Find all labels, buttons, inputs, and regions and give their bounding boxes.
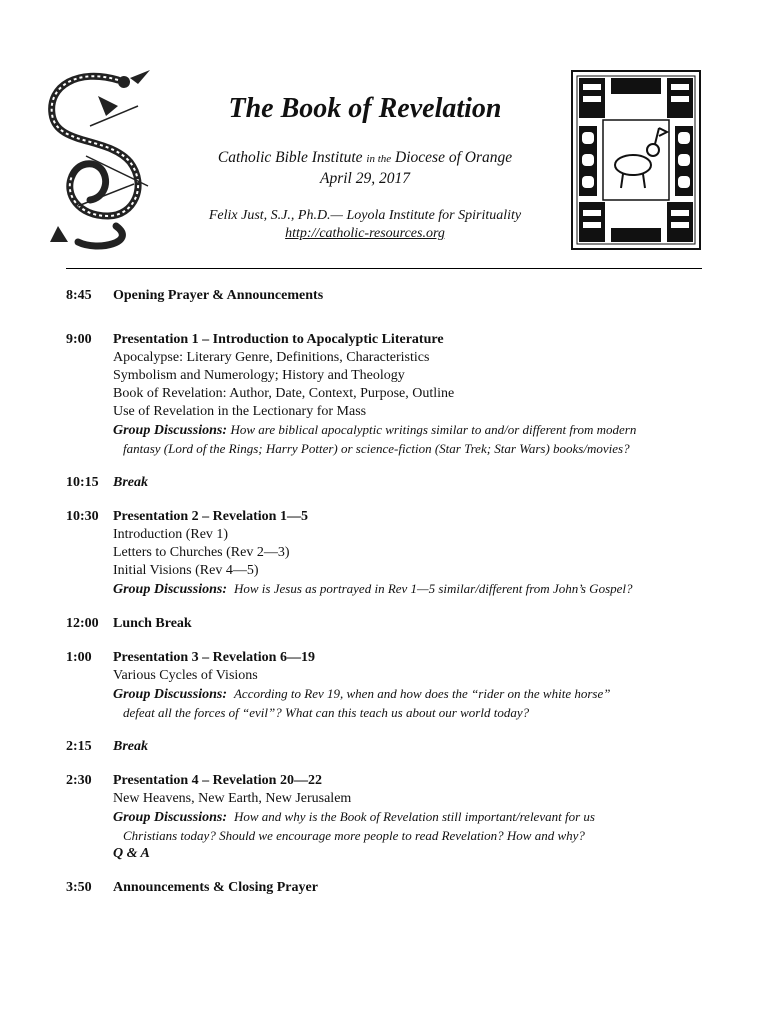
group-discussion-text: Christians today? Should we encourage more people to read Revelation? How and why? bbox=[123, 828, 585, 843]
item-title: Presentation 4 – Revelation 20—22 bbox=[113, 773, 322, 788]
item-time: 10:15 bbox=[66, 475, 99, 490]
item-time: 9:00 bbox=[66, 332, 92, 347]
schedule-item bbox=[66, 287, 706, 305]
group-discussion-label: Group Discussions: bbox=[113, 687, 227, 702]
item-line: Book of Revelation: Author, Date, Context, Purpose, Outline bbox=[113, 386, 455, 401]
item-line: Introduction (Rev 1) bbox=[113, 527, 229, 542]
schedule-item bbox=[66, 615, 706, 633]
item-title: Break bbox=[113, 475, 148, 490]
group-discussion-label: Group Discussions: bbox=[113, 582, 227, 597]
event-date: April 29, 2017 bbox=[320, 170, 410, 187]
group-discussion-text: How and why is the Book of Revelation still important/relevant for us bbox=[233, 809, 595, 824]
item-title: Presentation 2 – Revelation 1—5 bbox=[113, 509, 308, 524]
item-time: 12:00 bbox=[66, 616, 99, 631]
group-discussion-text: How is Jesus as portrayed in Rev 1—5 similar/different from John’s Gospel? bbox=[233, 581, 633, 596]
diocese-name: Diocese of Orange bbox=[395, 149, 513, 166]
schedule-item bbox=[66, 331, 706, 458]
group-discussion-text: According to Rev 19, when and how does the “rider on the white horse” bbox=[233, 686, 611, 701]
item-time: 8:45 bbox=[66, 288, 92, 303]
item-line: Initial Visions (Rev 4—5) bbox=[113, 563, 259, 578]
item-title: Opening Prayer & Announcements bbox=[113, 288, 324, 303]
item-title: Lunch Break bbox=[113, 616, 192, 631]
group-discussion-text: How are biblical apocalyptic writings similar to and/or different from modern bbox=[230, 422, 637, 437]
item-line: Various Cycles of Visions bbox=[113, 668, 258, 683]
schedule-item bbox=[66, 474, 706, 492]
item-time: 2:15 bbox=[66, 739, 92, 754]
schedule-item bbox=[66, 738, 706, 756]
schedule-item bbox=[66, 879, 706, 897]
item-title: Break bbox=[113, 739, 148, 754]
schedule-list bbox=[66, 287, 706, 897]
schedule-item bbox=[66, 772, 706, 863]
item-line: New Heavens, New Earth, New Jerusalem bbox=[113, 791, 352, 806]
item-line: Apocalypse: Literary Genre, Definitions, Characteristics bbox=[113, 350, 430, 365]
group-discussion-label: Group Discussions: bbox=[113, 423, 227, 438]
item-time: 3:50 bbox=[66, 880, 92, 895]
schedule-item bbox=[66, 649, 706, 722]
item-line: Symbolism and Numerology; History and Theology bbox=[113, 368, 405, 383]
item-time: 10:30 bbox=[66, 509, 99, 524]
institute-line bbox=[170, 148, 560, 169]
schedule-item bbox=[66, 508, 706, 599]
group-discussion-label: Group Discussions: bbox=[113, 810, 227, 825]
document-header bbox=[170, 90, 560, 243]
group-discussion-text: fantasy (Lord of the Rings; Harry Potter) or science-fiction (Star Trek; Star Wars) books/movies? bbox=[123, 441, 630, 456]
q-and-a-label: Q & A bbox=[113, 846, 150, 861]
document-title: The Book of Revelation bbox=[228, 93, 502, 124]
website-link[interactable]: http://catholic-resources.org bbox=[285, 226, 445, 241]
presenter-line: Felix Just, S.J., Ph.D.— Loyola Institute for Spirituality bbox=[208, 208, 522, 223]
institute-name: Catholic Bible Institute bbox=[217, 149, 363, 166]
item-line: Letters to Churches (Rev 2—3) bbox=[113, 545, 290, 560]
institute-connector: in the bbox=[366, 153, 392, 165]
serpent-logo-icon bbox=[38, 66, 158, 252]
item-title: Presentation 3 – Revelation 6—19 bbox=[113, 650, 315, 665]
item-line: Use of Revelation in the Lectionary for Mass bbox=[113, 404, 367, 419]
header-divider bbox=[66, 268, 702, 269]
item-time: 1:00 bbox=[66, 650, 92, 665]
lamb-of-god-panel-icon bbox=[571, 70, 701, 250]
item-title: Announcements & Closing Prayer bbox=[113, 880, 318, 895]
item-time: 2:30 bbox=[66, 773, 92, 788]
group-discussion-text: defeat all the forces of “evil”? What can this teach us about our world today? bbox=[123, 705, 530, 720]
item-title: Presentation 1 – Introduction to Apocalyptic Literature bbox=[113, 332, 444, 347]
